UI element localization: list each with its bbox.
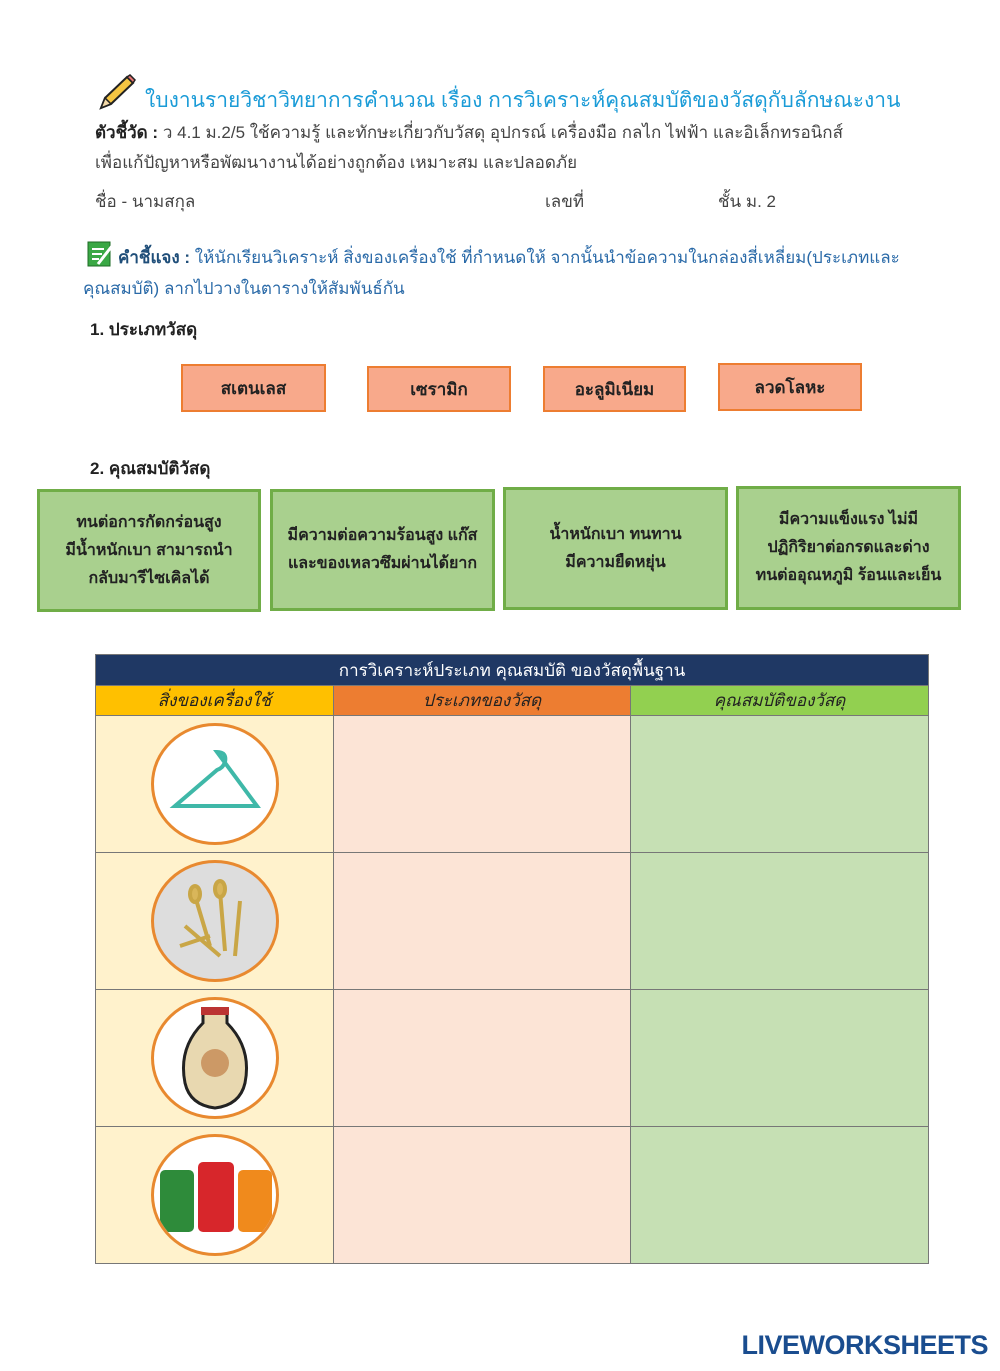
header-property: คุณสมบัติของวัสดุ [631, 686, 929, 716]
cans-image [151, 1134, 279, 1256]
property-card-1[interactable]: ทนต่อการกัดกร่อนสูง มีน้ำหนักเบา สามารถนำ กลับมารีไซเคิลได้ [37, 489, 261, 612]
liveworksheets-logo: LIVEWORKSHEETS [741, 1330, 988, 1360]
property-card-3[interactable]: น้ำหนักเบา ทนทาน มีความยืดหยุ่น [503, 487, 728, 610]
type-card-ceramic[interactable]: เซรามิก [367, 366, 511, 412]
type-card-stainless[interactable]: สเตนเลส [181, 364, 326, 412]
table-row [96, 1127, 929, 1264]
instructions-label: คำชี้แจง : [118, 248, 191, 267]
indicator-label: ตัวชี้วัด : [95, 123, 159, 142]
hanger-image [151, 723, 279, 845]
instructions-text: ให้นักเรียนวิเคราะห์ สิ่งของเครื่องใช้ ที่กำหนดให้ จากนั้นนำข้อความในกล่องสี่เหลี่ยม(ประเภทและ [194, 248, 900, 267]
indicator-text-2: เพื่อแก้ปัญหาหรือพัฒนางานได้อย่างถูกต้อง เหมาะสม และปลอดภัย [95, 153, 578, 172]
section1-title: 1. ประเภทวัสดุ [90, 320, 198, 339]
section2-title: 2. คุณสมบัติวัสดุ [90, 459, 211, 478]
property-drop-zone[interactable] [631, 716, 929, 853]
indicator-text: ว 4.1 ม.2/5 ใช้ความรู้ และทักษะเกี่ยวกับวัสดุ อุปกรณ์ เครื่องมือ กลไก ไฟฟ้า และอิเล็กทรอนิกส์ [162, 123, 843, 142]
table-row [96, 990, 929, 1127]
property-card-2[interactable]: มีความต่อความร้อนสูง แก๊ส และของเหลวซึมผ่านได้ยาก [270, 489, 495, 611]
property-drop-zone[interactable] [631, 990, 929, 1127]
number-label: เลขที่ [545, 192, 585, 211]
type-card-wire[interactable]: ลวดโลหะ [718, 363, 862, 411]
name-label: ชื่อ - นามสกุล [95, 192, 196, 211]
cutlery-image [151, 860, 279, 982]
type-drop-zone[interactable] [334, 853, 631, 990]
property-card-4[interactable]: มีความแข็งแรง ไม่มี ปฏิกิริยาต่อกรดและด่าง ทนต่ออุณหภูมิ ร้อนและเย็น [736, 486, 961, 610]
type-drop-zone[interactable] [334, 1127, 631, 1264]
worksheet-title: ใบงานรายวิชาวิทยาการคำนวณ เรื่อง การวิเคราะห์คุณสมบัติของวัสดุกับลักษณะงาน [145, 89, 901, 112]
property-drop-zone[interactable] [631, 1127, 929, 1264]
table-row [96, 853, 929, 990]
instructions-text-2: คุณสมบัติ) ลากไปวางในตารางให้สัมพันธ์กัน [83, 279, 405, 298]
header-item: สิ่งของเครื่องใช้ [96, 686, 334, 716]
table-row [96, 716, 929, 853]
type-drop-zone[interactable] [334, 716, 631, 853]
pencil-icon [97, 74, 137, 112]
analysis-table [95, 654, 929, 1264]
vase-image [151, 997, 279, 1119]
table-title: การวิเคราะห์ประเภท คุณสมบัติ ของวัสดุพื้นฐาน [96, 655, 929, 686]
class-label: ชั้น ม. 2 [718, 192, 776, 211]
note-icon [86, 240, 114, 268]
header-type: ประเภทของวัสดุ [334, 686, 631, 716]
type-drop-zone[interactable] [334, 990, 631, 1127]
property-drop-zone[interactable] [631, 853, 929, 990]
type-card-aluminium[interactable]: อะลูมิเนียม [543, 366, 686, 412]
